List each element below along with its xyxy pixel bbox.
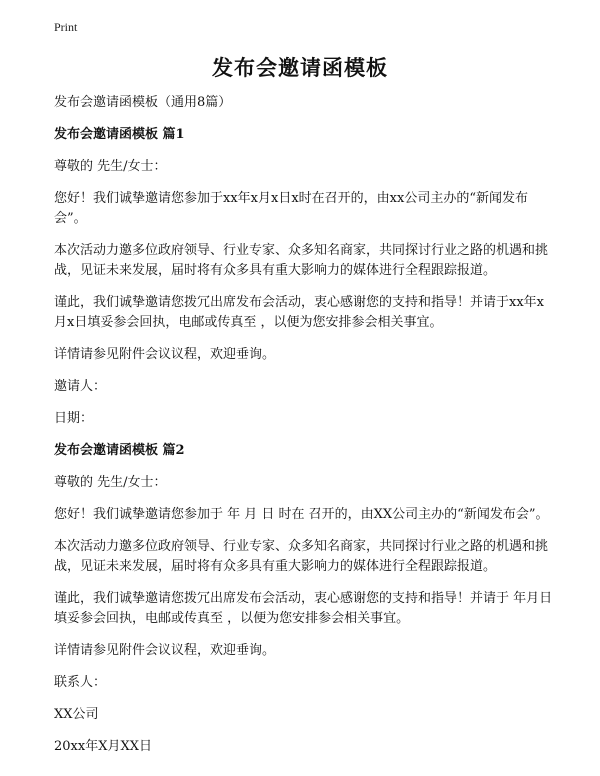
paragraph: 您好！我们诚挚邀请您参加于 年 月 日 时在 召开的，由XX公司主办的“新闻发布会”。: [54, 507, 549, 522]
paragraph: 本次活动力邀多位政府领导、行业专家、众多知名商家，共同探讨行业之路的机遇和挑战，见证未来发展，届时将有众多具有重大影响力的媒体进行全程跟踪报道。: [54, 243, 549, 278]
contact-line: 联系人：: [54, 675, 107, 690]
document-body: [54, 93, 554, 769]
company-line: XX公司: [54, 707, 99, 722]
salutation: 尊敬的 先生/女士：: [54, 159, 167, 174]
intro-line: 发布会邀请函模板（通用8篇）: [54, 95, 232, 110]
print-link[interactable]: Print: [54, 20, 78, 34]
section-heading: 发布会邀请函模板 篇2: [54, 443, 185, 458]
section-heading: 发布会邀请函模板 篇1: [54, 127, 185, 142]
signature-line: 邀请人：: [54, 379, 107, 394]
document-title: 发布会邀请函模板: [212, 55, 388, 80]
date-line: 日期：: [54, 411, 94, 426]
paragraph: 谨此，我们诚挚邀请您拨冗出席发布会活动，衷心感谢您的支持和指导！并请于xx年x月x日填妥参会回执，电邮或传真至 ，以便为您安排参会相关事宜。: [54, 295, 544, 330]
paragraph: 详情请参见附件会议议程，欢迎垂询。: [54, 643, 276, 658]
paragraph: 您好！我们诚挚邀请您参加于xx年x月x日x时在召开的，由xx公司主办的“新闻发布会”。: [54, 191, 528, 226]
date-line: 20xx年X月XX日: [54, 739, 152, 754]
paragraph: 谨此，我们诚挚邀请您拨冗出席发布会活动，衷心感谢您的支持和指导！并请于 年月日填妥参会回执，电邮或传真至 ，以便为您安排参会相关事宜。: [54, 591, 553, 626]
paragraph: 详情请参见附件会议议程，欢迎垂询。: [54, 347, 276, 362]
paragraph: 本次活动力邀多位政府领导、行业专家、众多知名商家，共同探讨行业之路的机遇和挑战，见证未来发展，届时将有众多具有重大影响力的媒体进行全程跟踪报道。: [54, 539, 549, 574]
salutation: 尊敬的 先生/女士：: [54, 475, 167, 490]
